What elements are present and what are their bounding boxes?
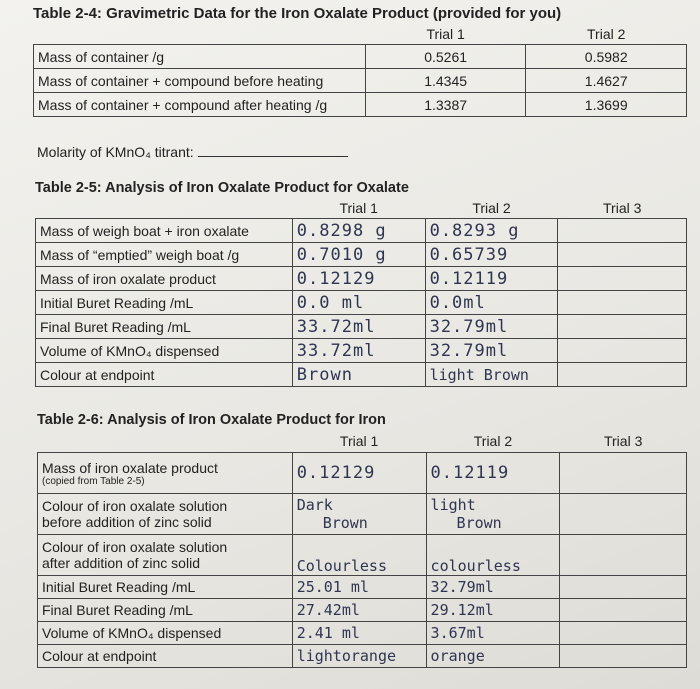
table-2-6-header-trial1: Trial 1	[339, 433, 379, 449]
molarity-blank[interactable]	[198, 144, 348, 157]
table-2-4-title: Table 2-4: Gravimetric Data for the Iron Oxalate Product (provided for you)	[33, 5, 562, 22]
table-row	[38, 599, 687, 622]
handwritten-trial2: 0.0ml	[425, 291, 558, 315]
row-label: Mass of iron oxalate product	[42, 459, 218, 476]
molarity-line	[37, 144, 348, 160]
cell-trial2: 1.3699	[526, 93, 687, 117]
empty-trial3[interactable]	[560, 599, 687, 622]
cell-trial1: 0.5261	[365, 45, 526, 69]
handwritten-trial1: lightorange	[292, 645, 426, 668]
handwritten-trial1: Dark	[296, 496, 333, 514]
table-row	[36, 291, 687, 315]
handwritten-trial2: 0.12119	[426, 453, 560, 494]
cell-trial2: 0.5982	[526, 45, 687, 69]
row-label: Initial Buret Reading /mL	[36, 291, 293, 315]
row-sublabel: before addition of zinc solid	[42, 514, 212, 530]
handwritten-trial2: orange	[426, 645, 560, 668]
handwritten-trial1: 0.12129	[292, 267, 425, 291]
row-label: Mass of container + compound after heating /g	[34, 93, 366, 117]
handwritten-trial1-line2: Brown	[322, 514, 368, 532]
row-label: Initial Buret Reading /mL	[38, 576, 293, 599]
handwritten-trial1: 2.41 ml	[292, 622, 426, 645]
handwritten-trial2: 0.65739	[425, 243, 558, 267]
handwritten-trial1: 27.42ml	[292, 599, 426, 622]
handwritten-trial1: Colourless	[292, 535, 426, 576]
table-row	[36, 315, 687, 339]
empty-trial3[interactable]	[558, 363, 687, 387]
row-label: Final Buret Reading /mL	[36, 315, 293, 339]
row-label: Mass of weigh boat + iron oxalate	[36, 219, 293, 243]
table-row	[38, 535, 687, 576]
empty-trial3[interactable]	[560, 535, 687, 576]
table-row	[36, 363, 687, 387]
table-2-6-header-trial3: Trial 3	[603, 433, 643, 449]
cell-trial2: 1.4627	[526, 69, 687, 93]
handwritten-trial1: 0.7010 g	[292, 243, 425, 267]
handwritten-trial1: 0.8298 g	[292, 219, 425, 243]
table-row	[38, 494, 687, 535]
empty-trial3[interactable]	[558, 219, 687, 243]
table-row	[38, 576, 687, 599]
table-2-4-header-trial2: Trial 2	[587, 26, 626, 42]
table-2-5-header-trial3: Trial 3	[603, 200, 642, 216]
row-label: Mass of iron oxalate product	[36, 267, 293, 291]
table-row	[36, 267, 687, 291]
table-row	[34, 93, 687, 117]
table-2-6	[37, 430, 687, 668]
table-row	[38, 645, 687, 668]
empty-trial3[interactable]	[558, 339, 687, 363]
handwritten-trial1: 33.72ml	[292, 339, 425, 363]
row-label: Mass of container + compound before heating	[34, 69, 366, 93]
handwritten-trial2: 32.79ml	[425, 339, 558, 363]
empty-trial3[interactable]	[558, 291, 687, 315]
handwritten-trial2: 3.67ml	[426, 622, 560, 645]
handwritten-trial2-line2: Brown	[456, 514, 502, 532]
table-2-4	[33, 24, 687, 117]
table-row	[38, 622, 687, 645]
table-row	[36, 219, 687, 243]
handwritten-trial1: 0.0 ml	[292, 291, 425, 315]
row-label: Mass of container /g	[34, 45, 366, 69]
table-2-5-header-trial2: Trial 2	[472, 200, 511, 216]
table-2-4-header-trial1: Trial 1	[426, 26, 465, 42]
row-sublabel: (copied from Table 2-5)	[42, 475, 145, 487]
table-row	[38, 453, 687, 494]
table-2-6-title: Table 2-6: Analysis of Iron Oxalate Product for Iron	[37, 412, 386, 428]
handwritten-trial2: 32.79ml	[426, 576, 560, 599]
table-row	[36, 243, 687, 267]
handwritten-trial2: light Brown	[425, 363, 558, 387]
empty-trial3[interactable]	[560, 453, 687, 494]
empty-trial3[interactable]	[560, 576, 687, 599]
cell-trial1: 1.3387	[365, 93, 526, 117]
molarity-label: Molarity of KMnO₄ titrant:	[37, 144, 194, 160]
row-label: Final Buret Reading /mL	[38, 599, 293, 622]
handwritten-trial2: light	[430, 496, 476, 514]
handwritten-trial2: 0.12119	[425, 267, 558, 291]
table-2-5-header-trial1: Trial 1	[339, 200, 378, 216]
empty-trial3[interactable]	[560, 622, 687, 645]
row-label: Mass of “emptied” weigh boat /g	[36, 243, 293, 267]
row-label: Volume of KMnO₄ dispensed	[36, 339, 293, 363]
row-label: Colour at endpoint	[38, 645, 293, 668]
table-row	[36, 339, 687, 363]
handwritten-trial2: 0.8293 g	[425, 219, 558, 243]
cell-trial1: 1.4345	[365, 69, 526, 93]
row-label: Colour of iron oxalate solution	[42, 498, 228, 514]
handwritten-trial2: 29.12ml	[426, 599, 560, 622]
row-label: Volume of KMnO₄ dispensed	[38, 622, 293, 645]
table-2-6-header-trial2: Trial 2	[473, 433, 513, 449]
table-2-5	[35, 198, 687, 387]
table-2-5-title: Table 2-5: Analysis of Iron Oxalate Product for Oxalate	[35, 180, 409, 196]
row-sublabel: after addition of zinc solid	[42, 555, 200, 571]
empty-trial3[interactable]	[558, 243, 687, 267]
empty-trial3[interactable]	[558, 315, 687, 339]
handwritten-trial2: colourless	[426, 535, 560, 576]
empty-trial3[interactable]	[560, 494, 687, 535]
handwritten-trial1: 25.01 ml	[292, 576, 426, 599]
handwritten-trial2: 32.79ml	[425, 315, 558, 339]
handwritten-trial1: Brown	[292, 363, 425, 387]
table-row	[34, 45, 687, 69]
row-label: Colour of iron oxalate solution	[42, 539, 228, 555]
empty-trial3[interactable]	[558, 267, 687, 291]
table-row	[34, 69, 687, 93]
row-label: Colour at endpoint	[36, 363, 293, 387]
empty-trial3[interactable]	[560, 645, 687, 668]
handwritten-trial1: 0.12129	[292, 453, 426, 494]
handwritten-trial1: 33.72ml	[292, 315, 425, 339]
